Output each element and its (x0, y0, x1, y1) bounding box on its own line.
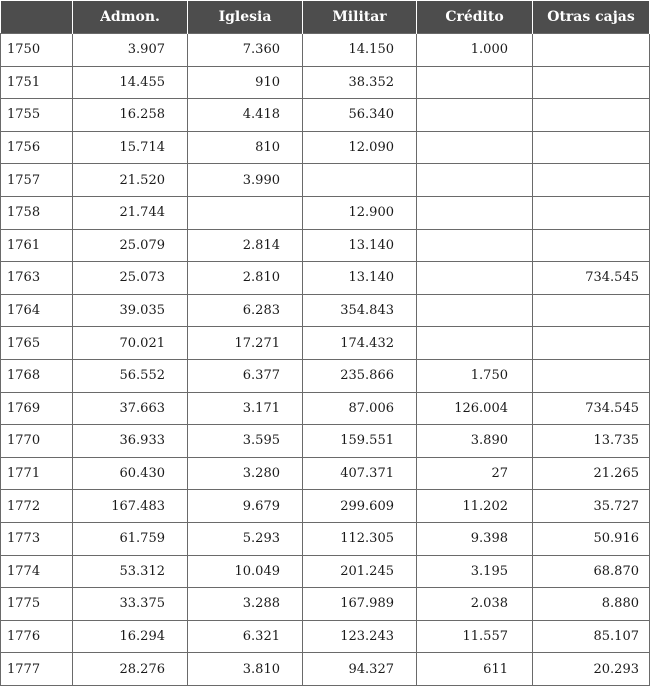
year-cell: 1765 (1, 327, 73, 360)
otras-cajas-cell (533, 327, 650, 360)
otras-cajas-cell: 13.735 (533, 425, 650, 458)
iglesia-cell: 3.280 (188, 457, 303, 490)
table-row (1, 653, 650, 686)
table-row (1, 294, 650, 327)
table-row (1, 164, 650, 197)
table-row (1, 229, 650, 262)
militar-cell: 13.140 (303, 229, 417, 262)
credito-cell: 2.038 (417, 588, 533, 621)
iglesia-cell: 810 (188, 131, 303, 164)
credito-cell (417, 229, 533, 262)
credito-cell: 1.750 (417, 359, 533, 392)
table-row (1, 555, 650, 588)
otras-cajas-cell (533, 34, 650, 67)
admon-cell: 167.483 (73, 490, 188, 523)
otras-cajas-cell: 50.916 (533, 522, 650, 555)
header-cell-admon: Admon. (73, 1, 188, 34)
table-header (1, 1, 650, 34)
year-cell: 1750 (1, 34, 73, 67)
credito-cell (417, 66, 533, 99)
table-row (1, 359, 650, 392)
header-row (1, 1, 650, 34)
iglesia-cell: 17.271 (188, 327, 303, 360)
credito-cell (417, 294, 533, 327)
table-row (1, 99, 650, 132)
year-cell: 1768 (1, 359, 73, 392)
credito-cell (417, 327, 533, 360)
table-row (1, 490, 650, 523)
otras-cajas-cell (533, 229, 650, 262)
admon-cell: 53.312 (73, 555, 188, 588)
table-row (1, 262, 650, 295)
otras-cajas-cell (533, 66, 650, 99)
otras-cajas-cell (533, 164, 650, 197)
admon-cell: 3.907 (73, 34, 188, 67)
credito-cell (417, 99, 533, 132)
admon-cell: 36.933 (73, 425, 188, 458)
iglesia-cell: 6.283 (188, 294, 303, 327)
militar-cell: 354.843 (303, 294, 417, 327)
otras-cajas-cell: 68.870 (533, 555, 650, 588)
admon-cell: 61.759 (73, 522, 188, 555)
table-row (1, 392, 650, 425)
credito-cell: 11.202 (417, 490, 533, 523)
militar-cell: 14.150 (303, 34, 417, 67)
iglesia-cell: 3.595 (188, 425, 303, 458)
credito-cell: 126.004 (417, 392, 533, 425)
admon-cell: 70.021 (73, 327, 188, 360)
admon-cell: 39.035 (73, 294, 188, 327)
credito-cell (417, 131, 533, 164)
header-cell-credito: Crédito (417, 1, 533, 34)
iglesia-cell (188, 196, 303, 229)
iglesia-cell: 5.293 (188, 522, 303, 555)
admon-cell: 25.079 (73, 229, 188, 262)
admon-cell: 16.294 (73, 620, 188, 653)
table-row (1, 66, 650, 99)
header-cell-year (1, 1, 73, 34)
iglesia-cell: 2.814 (188, 229, 303, 262)
otras-cajas-cell: 734.545 (533, 392, 650, 425)
credito-cell (417, 164, 533, 197)
year-cell: 1774 (1, 555, 73, 588)
table-row (1, 457, 650, 490)
year-cell: 1770 (1, 425, 73, 458)
table-row (1, 620, 650, 653)
credito-cell: 11.557 (417, 620, 533, 653)
admon-cell: 28.276 (73, 653, 188, 686)
admon-cell: 21.520 (73, 164, 188, 197)
table-row (1, 34, 650, 67)
credito-cell: 611 (417, 653, 533, 686)
militar-cell: 123.243 (303, 620, 417, 653)
table-body (1, 34, 650, 686)
militar-cell: 159.551 (303, 425, 417, 458)
header-cell-otras-cajas: Otras cajas (533, 1, 650, 34)
otras-cajas-cell: 20.293 (533, 653, 650, 686)
otras-cajas-cell: 85.107 (533, 620, 650, 653)
header-cell-militar: Militar (303, 1, 417, 34)
table-row (1, 196, 650, 229)
iglesia-cell: 10.049 (188, 555, 303, 588)
iglesia-cell: 6.321 (188, 620, 303, 653)
year-cell: 1761 (1, 229, 73, 262)
otras-cajas-cell (533, 359, 650, 392)
credito-cell: 27 (417, 457, 533, 490)
iglesia-cell: 4.418 (188, 99, 303, 132)
admon-cell: 14.455 (73, 66, 188, 99)
otras-cajas-cell: 35.727 (533, 490, 650, 523)
otras-cajas-cell (533, 196, 650, 229)
iglesia-cell: 3.288 (188, 588, 303, 621)
credito-cell (417, 262, 533, 295)
table-row (1, 588, 650, 621)
militar-cell: 112.305 (303, 522, 417, 555)
militar-cell: 94.327 (303, 653, 417, 686)
militar-cell: 235.866 (303, 359, 417, 392)
otras-cajas-cell: 734.545 (533, 262, 650, 295)
otras-cajas-cell (533, 131, 650, 164)
data-table (0, 1, 650, 686)
militar-cell: 299.609 (303, 490, 417, 523)
militar-cell: 12.900 (303, 196, 417, 229)
admon-cell: 60.430 (73, 457, 188, 490)
table-row (1, 522, 650, 555)
iglesia-cell: 2.810 (188, 262, 303, 295)
iglesia-cell: 3.810 (188, 653, 303, 686)
credito-cell: 1.000 (417, 34, 533, 67)
year-cell: 1763 (1, 262, 73, 295)
militar-cell: 12.090 (303, 131, 417, 164)
admon-cell: 37.663 (73, 392, 188, 425)
militar-cell: 38.352 (303, 66, 417, 99)
admon-cell: 33.375 (73, 588, 188, 621)
admon-cell: 21.744 (73, 196, 188, 229)
otras-cajas-cell (533, 294, 650, 327)
admon-cell: 16.258 (73, 99, 188, 132)
year-cell: 1756 (1, 131, 73, 164)
year-cell: 1773 (1, 522, 73, 555)
year-cell: 1776 (1, 620, 73, 653)
militar-cell: 56.340 (303, 99, 417, 132)
year-cell: 1775 (1, 588, 73, 621)
header-cell-iglesia: Iglesia (188, 1, 303, 34)
iglesia-cell: 9.679 (188, 490, 303, 523)
table-row (1, 131, 650, 164)
credito-cell: 9.398 (417, 522, 533, 555)
otras-cajas-cell (533, 99, 650, 132)
otras-cajas-cell: 21.265 (533, 457, 650, 490)
militar-cell: 13.140 (303, 262, 417, 295)
year-cell: 1757 (1, 164, 73, 197)
year-cell: 1764 (1, 294, 73, 327)
credito-cell (417, 196, 533, 229)
militar-cell: 174.432 (303, 327, 417, 360)
year-cell: 1772 (1, 490, 73, 523)
militar-cell (303, 164, 417, 197)
year-cell: 1751 (1, 66, 73, 99)
otras-cajas-cell: 8.880 (533, 588, 650, 621)
credito-cell: 3.195 (417, 555, 533, 588)
iglesia-cell: 910 (188, 66, 303, 99)
table-row (1, 425, 650, 458)
iglesia-cell: 6.377 (188, 359, 303, 392)
militar-cell: 201.245 (303, 555, 417, 588)
militar-cell: 87.006 (303, 392, 417, 425)
militar-cell: 167.989 (303, 588, 417, 621)
credito-cell: 3.890 (417, 425, 533, 458)
iglesia-cell: 7.360 (188, 34, 303, 67)
militar-cell: 407.371 (303, 457, 417, 490)
year-cell: 1771 (1, 457, 73, 490)
admon-cell: 25.073 (73, 262, 188, 295)
year-cell: 1758 (1, 196, 73, 229)
year-cell: 1777 (1, 653, 73, 686)
admon-cell: 15.714 (73, 131, 188, 164)
year-cell: 1769 (1, 392, 73, 425)
iglesia-cell: 3.990 (188, 164, 303, 197)
table-row (1, 327, 650, 360)
iglesia-cell: 3.171 (188, 392, 303, 425)
year-cell: 1755 (1, 99, 73, 132)
admon-cell: 56.552 (73, 359, 188, 392)
